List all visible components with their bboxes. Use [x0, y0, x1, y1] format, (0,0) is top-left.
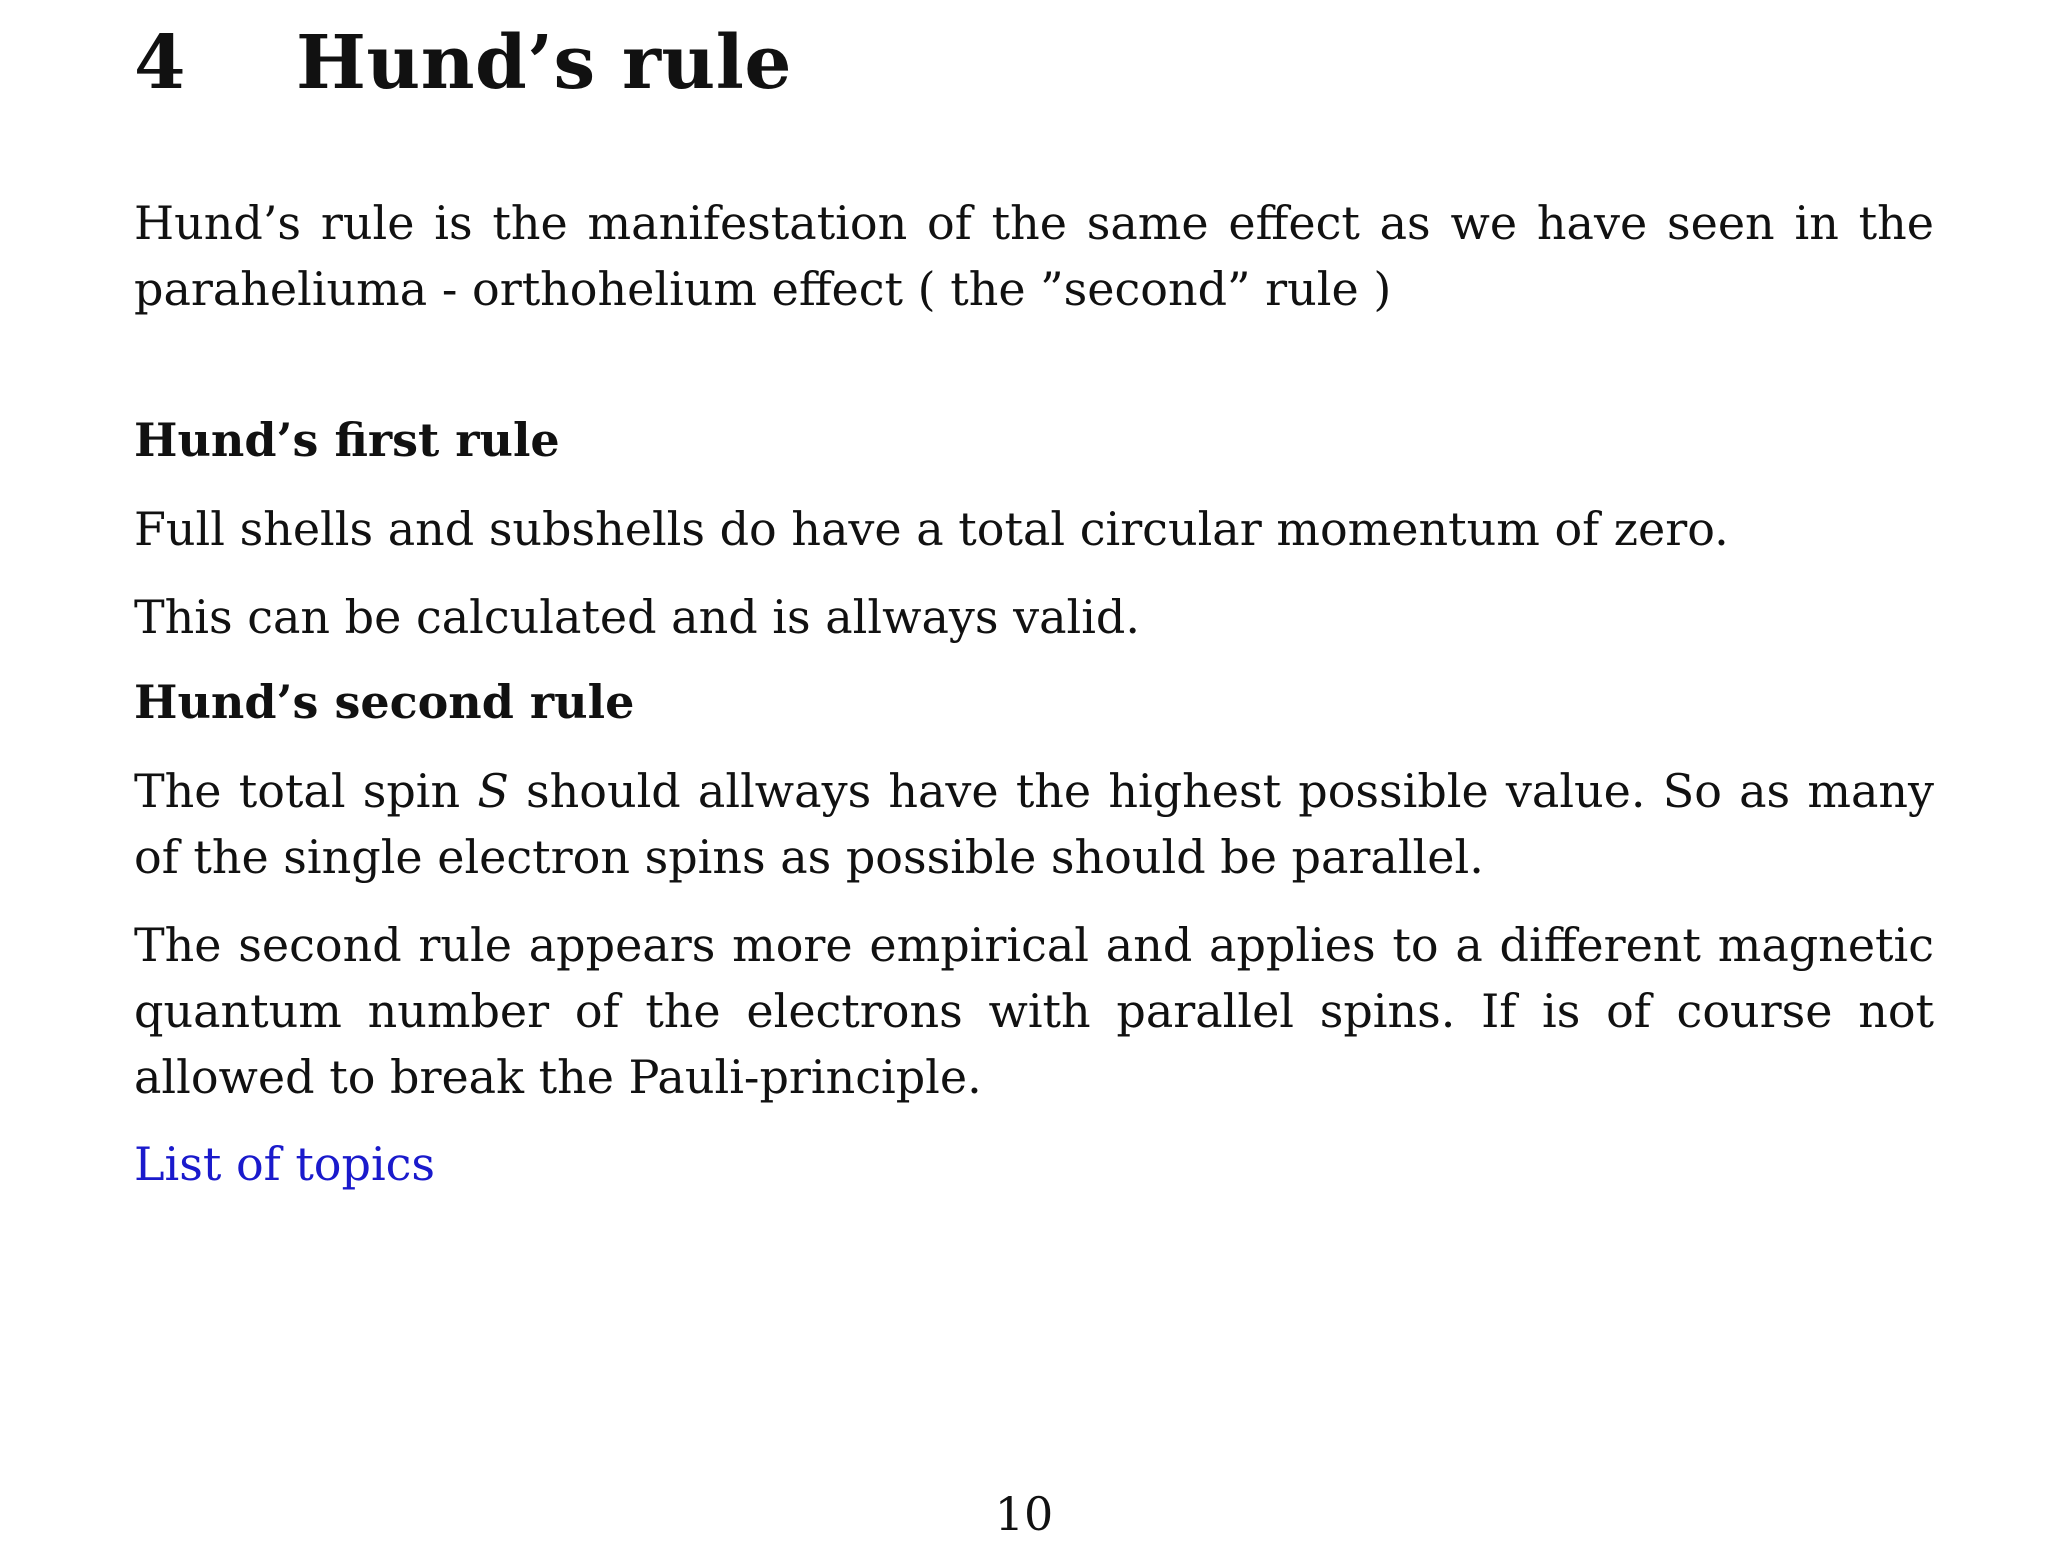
second-rule-paragraph-1 [134, 758, 1934, 890]
second-rule-paragraph-2: The second rule appears more empirical and applies to a different magnetic quantum number of the electrons with parallel spins. If is of course not allowed to break the Pauli-principle. [134, 918, 1934, 1104]
intro-paragraph: Hund’s rule is the manifestation of the same effect as we have seen in the paraheliuma - orthohelium effect ( the ”second” rule ) [134, 196, 1934, 316]
second-rule-text-before: The total spin [134, 764, 478, 818]
page-content [134, 18, 1934, 1194]
first-rule-paragraph-2: This can be calculated and is allways valid. [134, 590, 1141, 644]
list-of-topics-link[interactable]: List of topics [134, 1137, 436, 1191]
first-rule-heading: Hund’s first rule [134, 413, 560, 467]
section-heading [134, 18, 1934, 108]
section-title: Hund’s rule [296, 20, 792, 106]
total-spin-variable: S [477, 764, 509, 818]
first-rule-paragraph-1: Full shells and subshells do have a total circular momentum of zero. [134, 502, 1729, 556]
section-number: 4 [134, 20, 186, 106]
second-rule-text-after: should allways have the highest possible value. So as many of the single electron spins as possible should be parallel. [134, 764, 1934, 884]
page-number: 10 [994, 1487, 1054, 1541]
second-rule-heading: Hund’s second rule [134, 675, 635, 729]
